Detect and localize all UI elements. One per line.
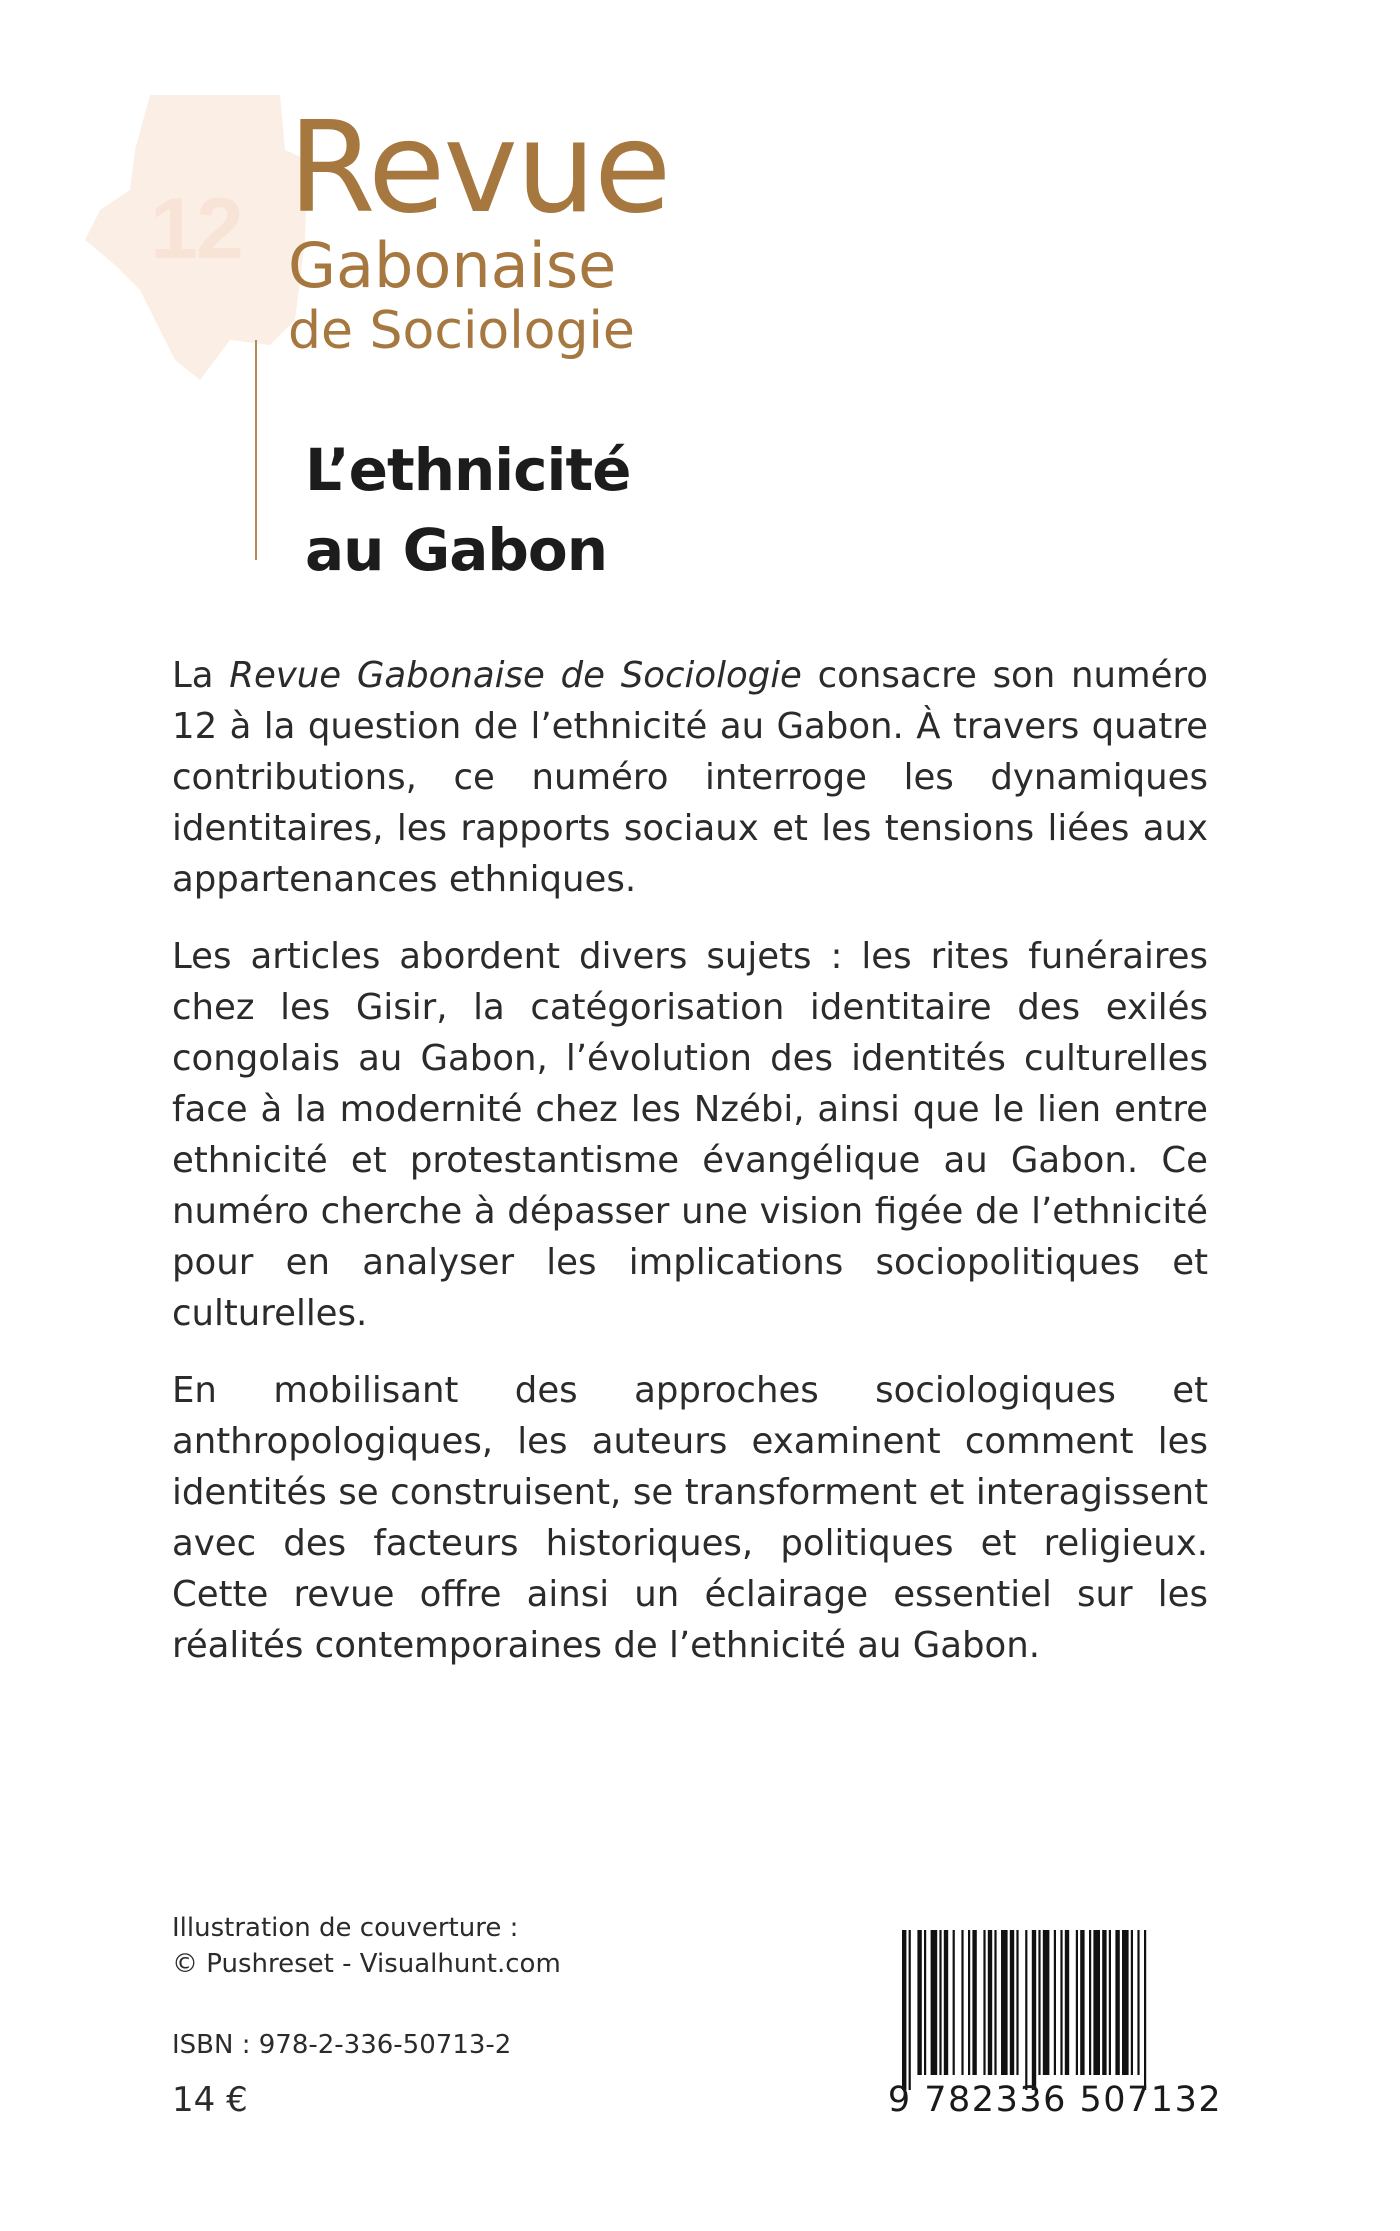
barcode-bar [931,1930,938,2075]
p1-rest: consacre son numéro 12 à la question de l’ethnicité au Gabon. À travers quatre contributions, ce numéro interroge les dynamiques identitaires, les rapports sociaux et les tensions liées aux appartenances ethniques. [172,655,1208,900]
barcode-digits: 9 782336 507132 [887,2080,1223,2120]
barcode-bar [1032,1930,1036,2090]
barcode-bar [1144,1930,1146,2090]
journal-name-italic: Revue Gabonaise de Sociologie [229,655,802,696]
barcode-bar [1102,1930,1106,2075]
isbn: ISBN : 978-2-336-50713-2 [172,2030,512,2060]
barcode-bar [972,1930,976,2075]
journal-title-line2: Gabonaise [288,229,617,302]
barcode-bar [1054,1930,1056,2075]
price: 14 € [172,2080,248,2120]
barcode-bar [917,1930,921,2075]
barcode-bar [1016,1930,1018,2075]
barcode-bar [1001,1930,1008,2075]
barcode-bar [988,1930,992,2075]
barcode-bar [1109,1930,1111,2075]
illustration-credit: © Pushreset - Visualhunt.com [172,1949,561,1979]
barcode-bar [961,1930,963,2075]
title-divider [255,340,257,560]
barcode-bar [1089,1930,1091,2075]
illustration-credits [172,1910,561,1982]
p1-prefix: La [172,655,230,696]
journal-title-line1: Revue [288,94,670,241]
barcode-bar [953,1930,955,2075]
barcode-bar [939,1930,941,2075]
journal-title-line3: de Sociologie [288,301,635,361]
barcode-bar [1093,1930,1100,2075]
summary-paragraph-3: En mobilisant des approches sociologiques et anthropologiques, les auteurs examinent comment les identités se construisent, se transforment et interagissent avec des facteurs historiques, politiques et religieux. Cette revue offre ainsi un éclairage essentiel sur les réalités contemporaines de l’ethnicité au Gabon. [172,1370,1208,1666]
barcode-bar [909,1930,911,2090]
barcode-bar [924,1930,926,2075]
barcode-bar [1043,1930,1050,2075]
barcode-bar [1131,1930,1133,2075]
issue-theme-line1: L’ethnicité [305,436,631,504]
barcode-bar [1065,1930,1069,2075]
barcode-bar [1137,1930,1139,2075]
barcode-bar [1060,1930,1062,2075]
barcode-bar [944,1930,948,2075]
issue-theme [305,430,631,590]
summary-paragraph-2: Les articles abordent divers sujets : les rites funéraires chez les Gisir, la catégorisation identitaire des exilés congolais au Gabon, l’évolution des identités culturelles face à la modernité chez les Nzébi, ainsi que le lien entre ethnicité et protestantisme évangélique au Gabon. Ce numéro cherche à dépasser une vision figée de l’ethnicité pour en analyser les implications sociopolitiques et culturelles. [172,936,1208,1334]
barcode-bar [1115,1930,1119,2075]
issue-number: 12 [150,181,242,277]
journal-title [288,94,670,361]
barcode-bar [994,1930,996,2075]
summary-paragraph-1 [172,650,1208,905]
barcode-bar [1025,1930,1027,2090]
barcode-bar [1076,1930,1078,2075]
barcode-bar [1080,1930,1084,2075]
illustration-label: Illustration de couverture : [172,1913,519,1943]
barcode-bar [983,1930,985,2075]
barcode-bar [1122,1930,1129,2075]
barcode-bar [1010,1930,1014,2075]
issue-theme-line2: au Gabon [305,516,608,584]
barcode-bar [1038,1930,1040,2075]
barcode-bar [902,1930,906,2090]
barcode-bar [968,1930,970,2075]
back-cover-summary [172,650,1208,1697]
